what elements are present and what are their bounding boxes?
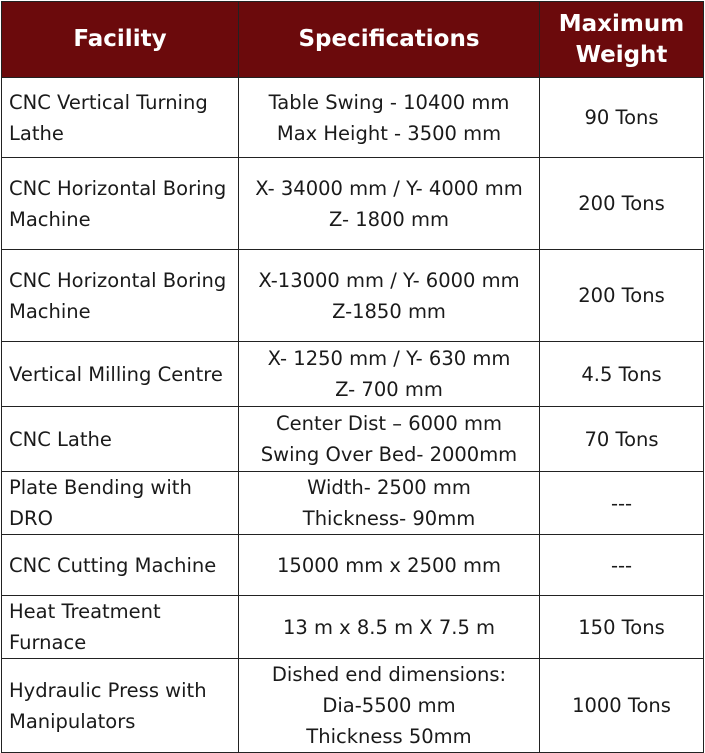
spec-line: X- 1250 mm / Y- 630 mm: [267, 347, 511, 370]
spec-line: Thickness 50mm: [306, 725, 472, 748]
weight-cell: ---: [540, 472, 704, 535]
header-weight-line1: Maximum: [558, 10, 685, 37]
spec-line: Z- 1800 mm: [328, 207, 450, 231]
header-weight-line2: Weight: [575, 41, 668, 68]
spec-cell: [239, 78, 540, 158]
weight-cell: ---: [540, 535, 704, 596]
table-row: [2, 472, 704, 535]
spec-line: Table Swing - 10400 mm: [268, 90, 510, 114]
facilities-table: [1, 1, 704, 753]
spec-line: Dished end dimensions:: [271, 663, 507, 686]
spec-cell: [239, 407, 540, 472]
spec-line: Center Dist – 6000 mm: [275, 412, 503, 435]
spec-line: Z- 700 mm: [335, 378, 443, 401]
header-facility: Facility: [2, 2, 239, 78]
spec-cell: [239, 659, 540, 753]
table-row: [2, 596, 704, 659]
table-row: [2, 407, 704, 472]
facility-cell: Hydraulic Press with Manipulators: [2, 659, 239, 753]
weight-cell: 200 Tons: [540, 250, 704, 342]
spec-line: X-13000 mm / Y- 6000 mm: [258, 268, 520, 292]
weight-cell: 1000 Tons: [540, 659, 704, 753]
header-row: [2, 2, 704, 78]
spec-line: Swing Over Bed- 2000mm: [260, 443, 518, 466]
weight-cell: 150 Tons: [540, 596, 704, 659]
spec-line: Max Height - 3500 mm: [276, 121, 502, 145]
spec-cell: [239, 250, 540, 342]
facility-cell: CNC Lathe: [2, 407, 239, 472]
header-specifications: Specifications: [239, 2, 540, 78]
spec-cell: [239, 535, 540, 596]
facility-cell: Heat Treatment Furnace: [2, 596, 239, 659]
spec-line: Z-1850 mm: [332, 299, 446, 323]
table-row: [2, 250, 704, 342]
table-row: [2, 78, 704, 158]
spec-line: 13 m x 8.5 m X 7.5 m: [282, 615, 496, 639]
spec-cell: [239, 472, 540, 535]
spec-cell: [239, 158, 540, 250]
table-row: [2, 158, 704, 250]
table-row: [2, 535, 704, 596]
facility-cell: Vertical Milling Centre: [2, 342, 239, 407]
spec-cell: [239, 596, 540, 659]
table-row: [2, 342, 704, 407]
table-row: [2, 659, 704, 753]
weight-cell: 4.5 Tons: [540, 342, 704, 407]
spec-line: X- 34000 mm / Y- 4000 mm: [255, 176, 523, 200]
spec-cell: [239, 342, 540, 407]
weight-cell: 90 Tons: [540, 78, 704, 158]
facility-cell: CNC Vertical Turning Lathe: [2, 78, 239, 158]
spec-line: Thickness- 90mm: [302, 507, 476, 530]
header-maximum-weight: [540, 2, 704, 78]
weight-cell: 70 Tons: [540, 407, 704, 472]
facility-cell: CNC Cutting Machine: [2, 535, 239, 596]
facility-cell: Plate Bending with DRO: [2, 472, 239, 535]
spec-line: Dia-5500 mm: [322, 694, 456, 717]
spec-line: 15000 mm x 2500 mm: [277, 553, 501, 577]
facility-cell: CNC Horizontal Boring Machine: [2, 158, 239, 250]
spec-line: Width- 2500 mm: [307, 476, 471, 499]
facility-cell: CNC Horizontal Boring Machine: [2, 250, 239, 342]
weight-cell: 200 Tons: [540, 158, 704, 250]
